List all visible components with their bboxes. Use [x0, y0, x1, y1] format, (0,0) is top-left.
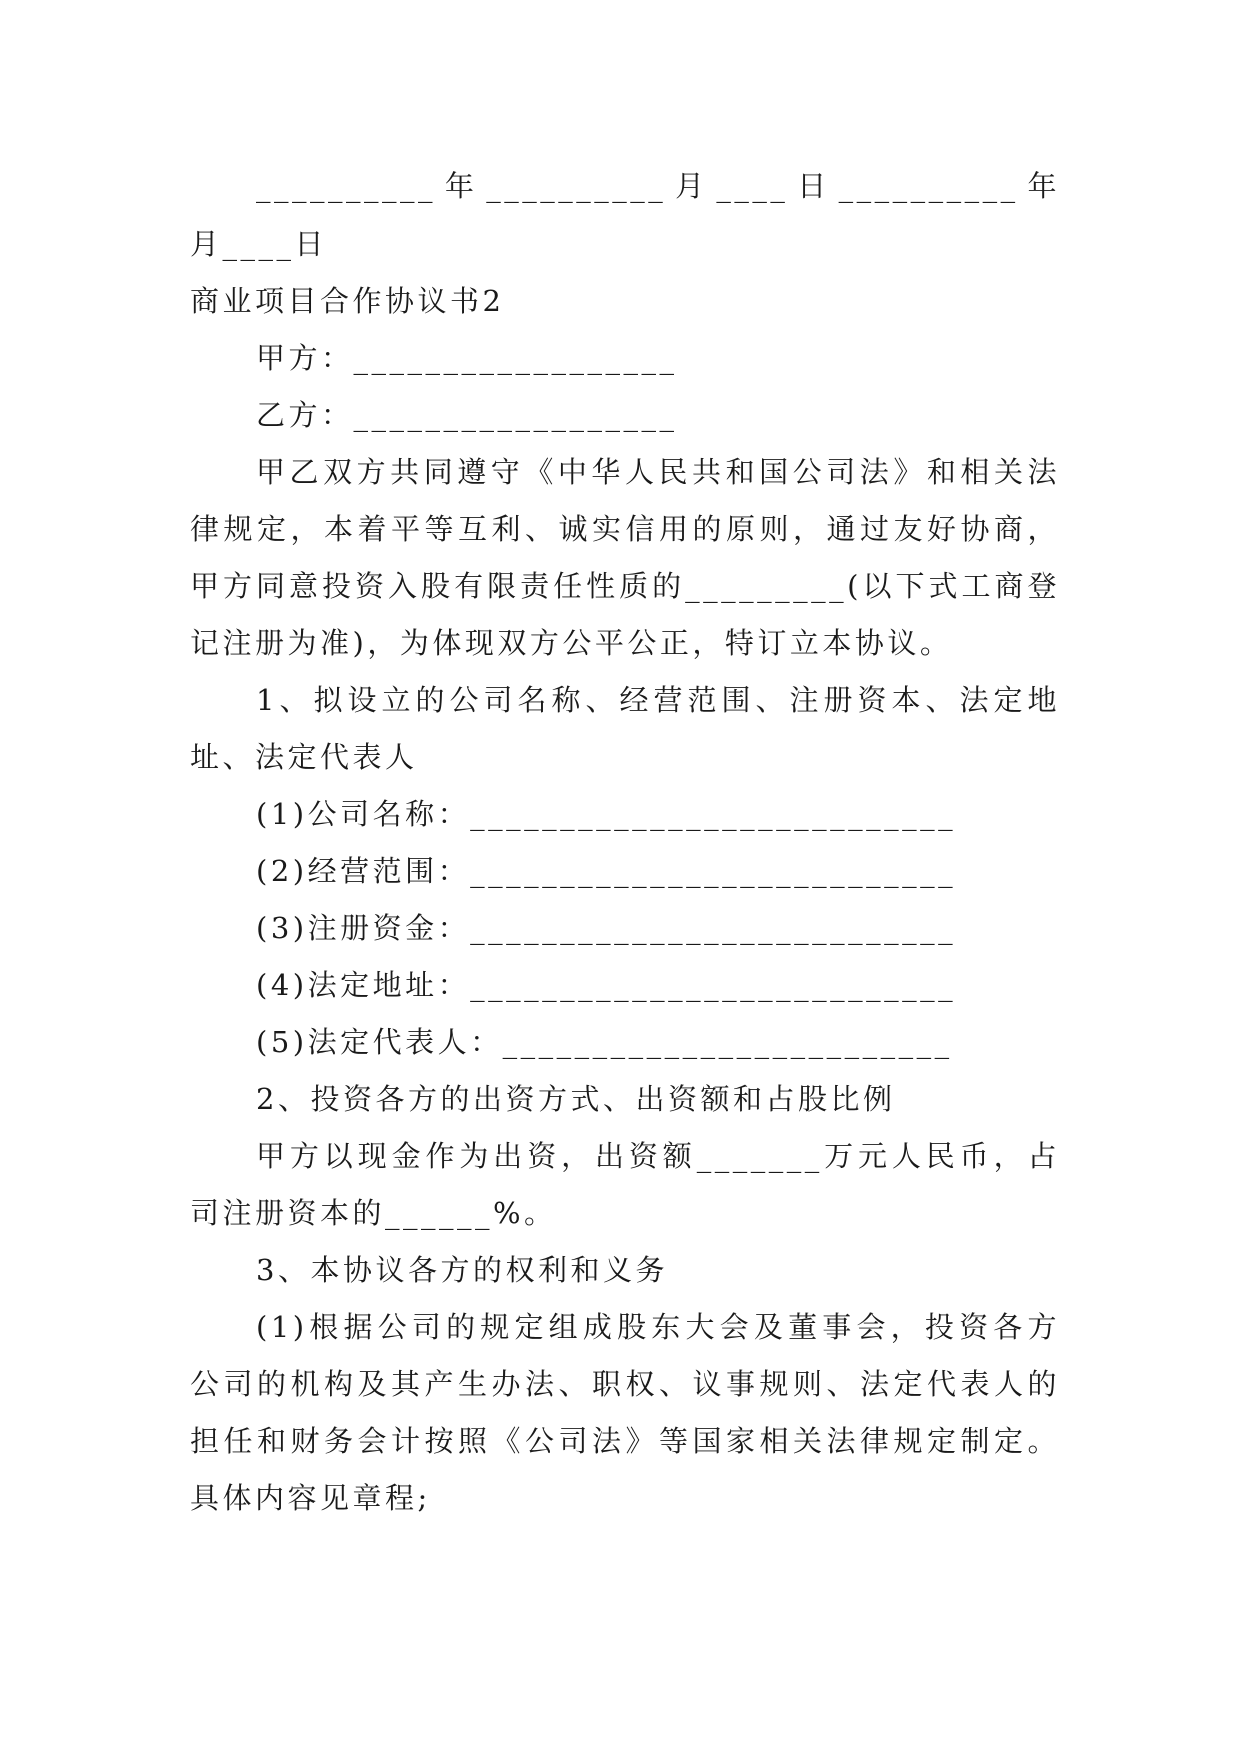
- registered-capital-field: (3)注册资金：___________________________: [256, 911, 957, 945]
- section-1-heading-line-2: 址、法定代表人: [190, 740, 418, 774]
- preamble-line-2: 律规定，本着平等互利、诚实信用的原则，通过友好协商，: [190, 512, 1060, 546]
- rights-line-1: (1)根据公司的规定组成股东大会及董事会，投资各方: [256, 1310, 1060, 1344]
- legal-representative-field: (5)法定代表人：_________________________: [256, 1025, 953, 1059]
- date-line-2: 月____日: [190, 227, 328, 261]
- company-name-field: (1)公司名称：___________________________: [256, 797, 957, 831]
- preamble-line-3: 甲方同意投资入股有限责任性质的_________(以下式工商登: [190, 569, 1060, 603]
- party-b-line: 乙方：__________________: [256, 398, 678, 432]
- agreement-title: 商业项目合作协议书2: [190, 284, 505, 318]
- section-2-heading: 2、投资各方的出资方式、出资额和占股比例: [256, 1082, 896, 1116]
- rights-line-4: 具体内容见章程;: [190, 1481, 431, 1515]
- investment-line-1: 甲方以现金作为出资，出资额_______万元人民币，占: [256, 1139, 1060, 1173]
- section-3-heading: 3、本协议各方的权利和义务: [256, 1253, 668, 1287]
- business-scope-field: (2)经营范围：___________________________: [256, 854, 957, 888]
- preamble-line-4: 记注册为准)，为体现双方公平公正，特订立本协议。: [190, 626, 953, 660]
- rights-line-3: 担任和财务会计按照《公司法》等国家相关法律规定制定。: [190, 1424, 1060, 1458]
- party-a-line: 甲方：__________________: [256, 341, 678, 375]
- legal-address-field: (4)法定地址：___________________________: [256, 968, 957, 1002]
- preamble-line-1: 甲乙双方共同遵守《中华人民共和国公司法》和相关法: [256, 455, 1060, 489]
- rights-line-2: 公司的机构及其产生办法、职权、议事规则、法定代表人的: [190, 1367, 1060, 1401]
- date-line-1: __________年__________月____日__________年: [256, 169, 1060, 203]
- section-1-heading-line-1: 1、拟设立的公司名称、经营范围、注册资本、法定地: [256, 683, 1060, 717]
- investment-line-2: 司注册资本的______%。: [190, 1196, 557, 1230]
